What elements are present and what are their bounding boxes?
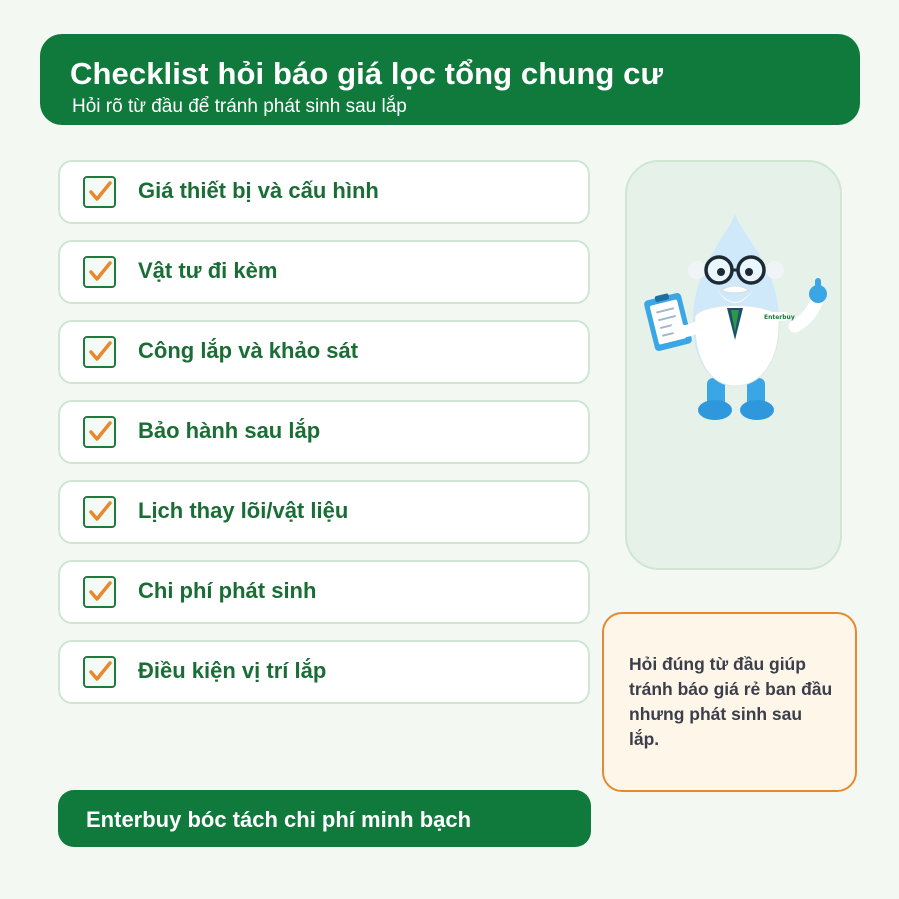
checkbox-checked-icon (83, 416, 116, 448)
checklist-item-label: Vật tư đi kèm (138, 258, 278, 283)
water-drop-doctor-mascot-icon (635, 206, 835, 426)
cta-banner-text: Enterbuy bóc tách chi phí minh bạch (86, 807, 472, 832)
svg-text:Enterbuy: Enterbuy (764, 314, 795, 321)
checklist-item-label: Lịch thay lõi/vật liệu (138, 498, 349, 523)
cta-banner (58, 790, 591, 847)
checkbox-checked-icon (83, 496, 116, 528)
page-subtitle: Hỏi rõ từ đầu để tránh phát sinh sau lắp (72, 96, 407, 117)
checklist-item (58, 480, 590, 544)
checkbox-checked-icon (83, 256, 116, 288)
tip-note-card (602, 612, 857, 792)
checkbox-checked-icon (83, 176, 116, 208)
checkbox-checked-icon (83, 656, 116, 688)
tip-note-text: Hỏi đúng từ đầu giúp tránh báo giá rẻ ban đầu nhưng phát sinh sau lắp. (629, 654, 833, 749)
checklist-item (58, 640, 590, 704)
checklist-item-label: Chi phí phát sinh (138, 578, 317, 603)
checklist-item-label: Giá thiết bị và cấu hình (138, 178, 379, 203)
checkbox-checked-icon (83, 336, 116, 368)
checklist-item-label: Công lắp và khảo sát (138, 338, 359, 363)
checklist-item-label: Bảo hành sau lắp (138, 418, 321, 443)
checklist-item (58, 160, 590, 224)
mascot-card (625, 160, 842, 570)
checklist-item (58, 400, 590, 464)
checklist-item-label: Điều kiện vị trí lắp (138, 658, 327, 683)
checklist-item (58, 560, 590, 624)
checkbox-checked-icon (83, 576, 116, 608)
header-banner (40, 34, 860, 125)
checklist-item (58, 240, 590, 304)
checklist-item (58, 320, 590, 384)
page-title: Checklist hỏi báo giá lọc tổng chung cư (70, 56, 664, 91)
